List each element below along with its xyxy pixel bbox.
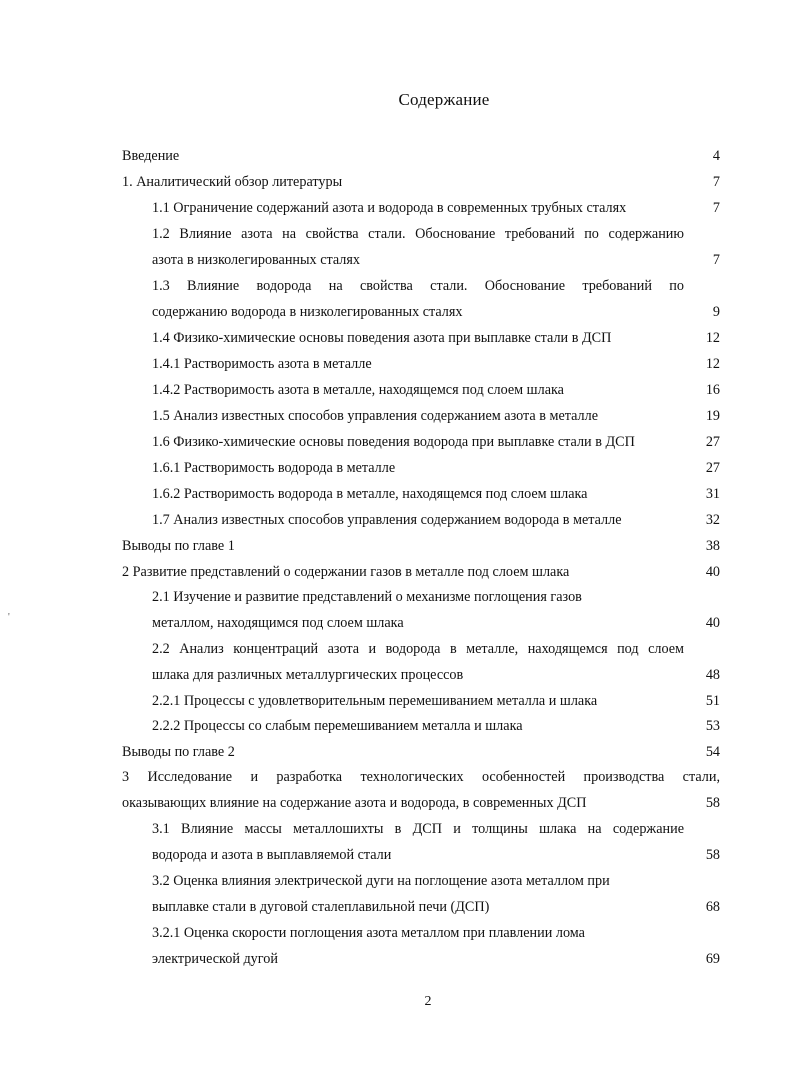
toc-entry-text: металлом, находящимся под слоем шлака <box>152 615 404 631</box>
toc-entry-text: 1.5 Анализ известных способов управления содержанием азота в металле <box>152 408 599 424</box>
toc-entry-text: 3.2.1 Оценка скорости поглощения азота металлом при плавлении лома <box>152 925 585 941</box>
toc-page-number: 38 <box>705 538 720 554</box>
toc-entry-text: Выводы по главе 1 <box>122 538 235 554</box>
toc-entry-text: 2.2 Анализ концентраций азота и водорода в металле, находящемся под слоем <box>152 641 684 657</box>
toc-page-number: 40 <box>705 564 720 580</box>
toc-page-number: 7 <box>712 252 720 268</box>
toc-page-number: 53 <box>705 718 720 734</box>
toc-page-number: 31 <box>705 486 720 502</box>
toc-entry-text: содержанию водорода в низколегированных сталях <box>152 304 463 320</box>
toc-entry-text: 1.1 Ограничение содержаний азота и водорода в современных трубных сталях <box>152 200 627 216</box>
toc-page-number: 58 <box>705 795 720 811</box>
toc-entry-text: 1.6 Физико-химические основы поведения водорода при выплавке стали в ДСП <box>152 434 635 450</box>
toc-page-number: 7 <box>712 200 720 216</box>
toc-entry-text: 1.3 Влияние водорода на свойства стали. Обоснование требований по <box>152 278 684 294</box>
toc-entry-text: водорода и азота в выплавляемой стали <box>152 847 392 863</box>
toc-page-number: 68 <box>705 899 720 915</box>
toc-page-number: 27 <box>705 460 720 476</box>
toc-entry-text: 2.2.2 Процессы со слабым перемешиванием металла и шлака <box>152 718 523 734</box>
toc-entry-text: 2 Развитие представлений о содержании газов в металле под слоем шлака <box>122 564 570 580</box>
toc-page-number: 7 <box>712 174 720 190</box>
toc-entry-text: 3.2 Оценка влияния электрической дуги на поглощение азота металлом при <box>152 873 610 889</box>
toc-page-number: 4 <box>712 148 720 164</box>
toc-entry-text: электрической дугой <box>152 951 278 967</box>
toc-entry-text: 1.4.1 Растворимость азота в металле <box>152 356 372 372</box>
toc-entry-text: Введение <box>122 148 180 164</box>
toc-page-number: 16 <box>705 382 720 398</box>
toc-entry-text: 1.4 Физико-химические основы поведения азота при выплавке стали в ДСП <box>152 330 612 346</box>
toc-entry-text: азота в низколегированных сталях <box>152 252 360 268</box>
toc-page-number: 48 <box>705 667 720 683</box>
toc-entry-text: выплавке стали в дуговой сталеплавильной печи (ДСП) <box>152 899 490 915</box>
toc-page-number: 12 <box>705 356 720 372</box>
toc-entry-text: 1.4.2 Растворимость азота в металле, находящемся под слоем шлака <box>152 382 564 398</box>
toc-entry-text: 1. Аналитический обзор литературы <box>122 174 343 190</box>
toc-page-number: 32 <box>705 512 720 528</box>
toc-page-number: 51 <box>705 693 720 709</box>
toc-entry-text: 3 Исследование и разработка технологических особенностей производства стали, <box>122 769 720 785</box>
toc-entry-text: 1.6.2 Растворимость водорода в металле, находящемся под слоем шлака <box>152 486 588 502</box>
toc-entry-text: шлака для различных металлургических процессов <box>152 667 464 683</box>
toc-entry-text: 1.6.1 Растворимость водорода в металле <box>152 460 396 476</box>
toc-entry-text: 1.2 Влияние азота на свойства стали. Обоснование требований по содержанию <box>152 226 684 242</box>
toc-page-number: 19 <box>705 408 720 424</box>
toc-entry-text: 3.1 Влияние массы металлошихты в ДСП и толщины шлака на содержание <box>152 821 684 837</box>
toc-page-number: 69 <box>705 951 720 967</box>
toc-entry-text: 2.2.1 Процессы с удовлетворительным перемешиванием металла и шлака <box>152 693 598 709</box>
toc-entry-text: 2.1 Изучение и развитие представлений о механизме поглощения газов <box>152 589 582 605</box>
toc-page-number: 54 <box>705 744 720 760</box>
toc-entry-text: 1.7 Анализ известных способов управления содержанием водорода в металле <box>152 512 622 528</box>
toc-entry-text: Выводы по главе 2 <box>122 744 235 760</box>
toc-page-number: 40 <box>705 615 720 631</box>
toc-page-number: 12 <box>705 330 720 346</box>
page-number: 2 <box>424 994 432 1009</box>
toc-page-number: 58 <box>705 847 720 863</box>
toc-page-number: 9 <box>712 304 720 320</box>
margin-mark: ' <box>8 612 10 623</box>
toc-page-number: 27 <box>705 434 720 450</box>
page-title: Содержание <box>398 90 490 109</box>
toc-entry-text: оказывающих влияние на содержание азота и водорода, в современных ДСП <box>122 795 587 811</box>
